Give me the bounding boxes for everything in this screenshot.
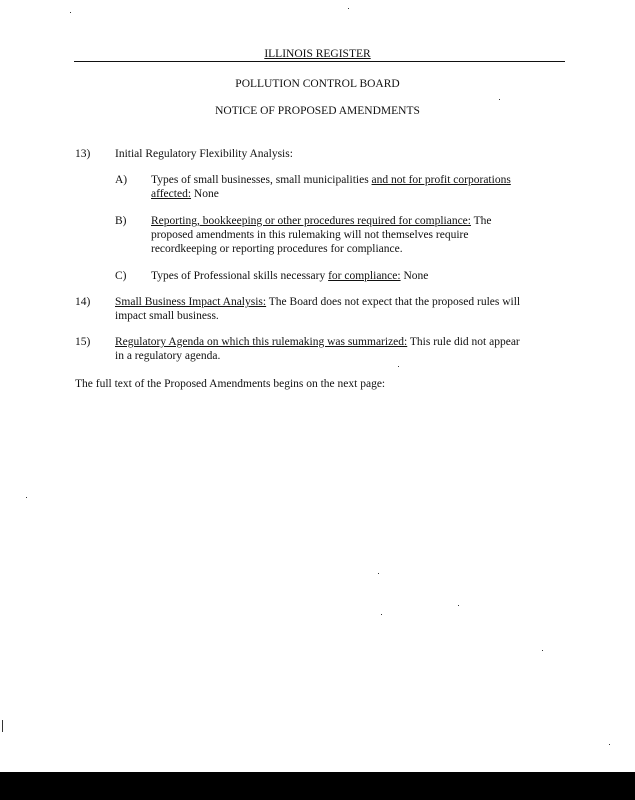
item-14-text: The Board does not expect that the proposed rules will — [266, 296, 521, 308]
item-13b-letter: B) — [115, 215, 127, 227]
scan-speck — [348, 8, 349, 9]
scan-speck — [609, 744, 610, 745]
item-13b-line-1 — [151, 214, 492, 228]
item-14-line-1 — [115, 295, 520, 309]
item-13c-text: Types of Professional skills necessary — [151, 270, 329, 282]
item-15-label: Regulatory Agenda on which this rulemaking was summarized: — [115, 336, 408, 348]
scan-speck — [499, 99, 500, 100]
item-13a-line-2 — [151, 187, 219, 201]
scan-speck — [26, 497, 27, 498]
item-15-text: This rule did not appear — [407, 336, 520, 348]
item-13-number: 13) — [75, 148, 91, 160]
item-13a-value: None — [191, 188, 219, 200]
item-14-label: Small Business Impact Analysis: — [115, 296, 267, 308]
notice-title: NOTICE OF PROPOSED AMENDMENTS — [215, 105, 420, 117]
scan-speck — [458, 605, 459, 606]
item-13b-label: Reporting, bookkeeping or other procedures required for compliance: — [151, 215, 471, 227]
item-13b-text: The — [470, 215, 492, 227]
item-13-heading: Initial Regulatory Flexibility Analysis: — [115, 148, 293, 160]
item-13b-line-2: proposed amendments in this rulemaking will not themselves require — [151, 229, 469, 241]
item-13a-text: Types of small businesses, small municipalities — [151, 174, 372, 186]
item-13a-letter: A) — [115, 174, 128, 186]
item-13c-letter: C) — [115, 270, 127, 282]
scan-bottom-bar — [0, 772, 635, 800]
item-14-number: 14) — [75, 296, 91, 308]
item-15-number: 15) — [75, 336, 91, 348]
scan-speck — [2, 720, 3, 732]
scan-speck — [381, 614, 382, 615]
scan-speck — [70, 12, 71, 13]
item-13c-underlined: for compliance: — [328, 270, 401, 282]
agency-name: POLLUTION CONTROL BOARD — [235, 78, 400, 90]
item-14-line-2: impact small business. — [115, 310, 219, 322]
closing-text: The full text of the Proposed Amendments begins on the next page: — [75, 378, 386, 390]
item-15-line-2: in a regulatory agenda. — [115, 350, 221, 362]
scan-speck — [378, 573, 379, 574]
header-rule — [74, 61, 565, 62]
scan-speck — [398, 366, 399, 367]
item-15-line-1 — [115, 335, 520, 349]
item-13a-underlined-2: affected: — [151, 188, 192, 200]
item-13c-value: None — [400, 270, 429, 282]
item-13a-underlined-1: and not for profit corporations — [371, 174, 511, 186]
item-13a-line-1 — [151, 173, 511, 187]
register-title: ILLINOIS REGISTER — [264, 48, 371, 60]
item-13b-line-3: recordkeeping or reporting procedures for compliance. — [151, 243, 403, 255]
item-13c-line-1 — [151, 269, 428, 283]
scan-speck — [542, 650, 543, 651]
